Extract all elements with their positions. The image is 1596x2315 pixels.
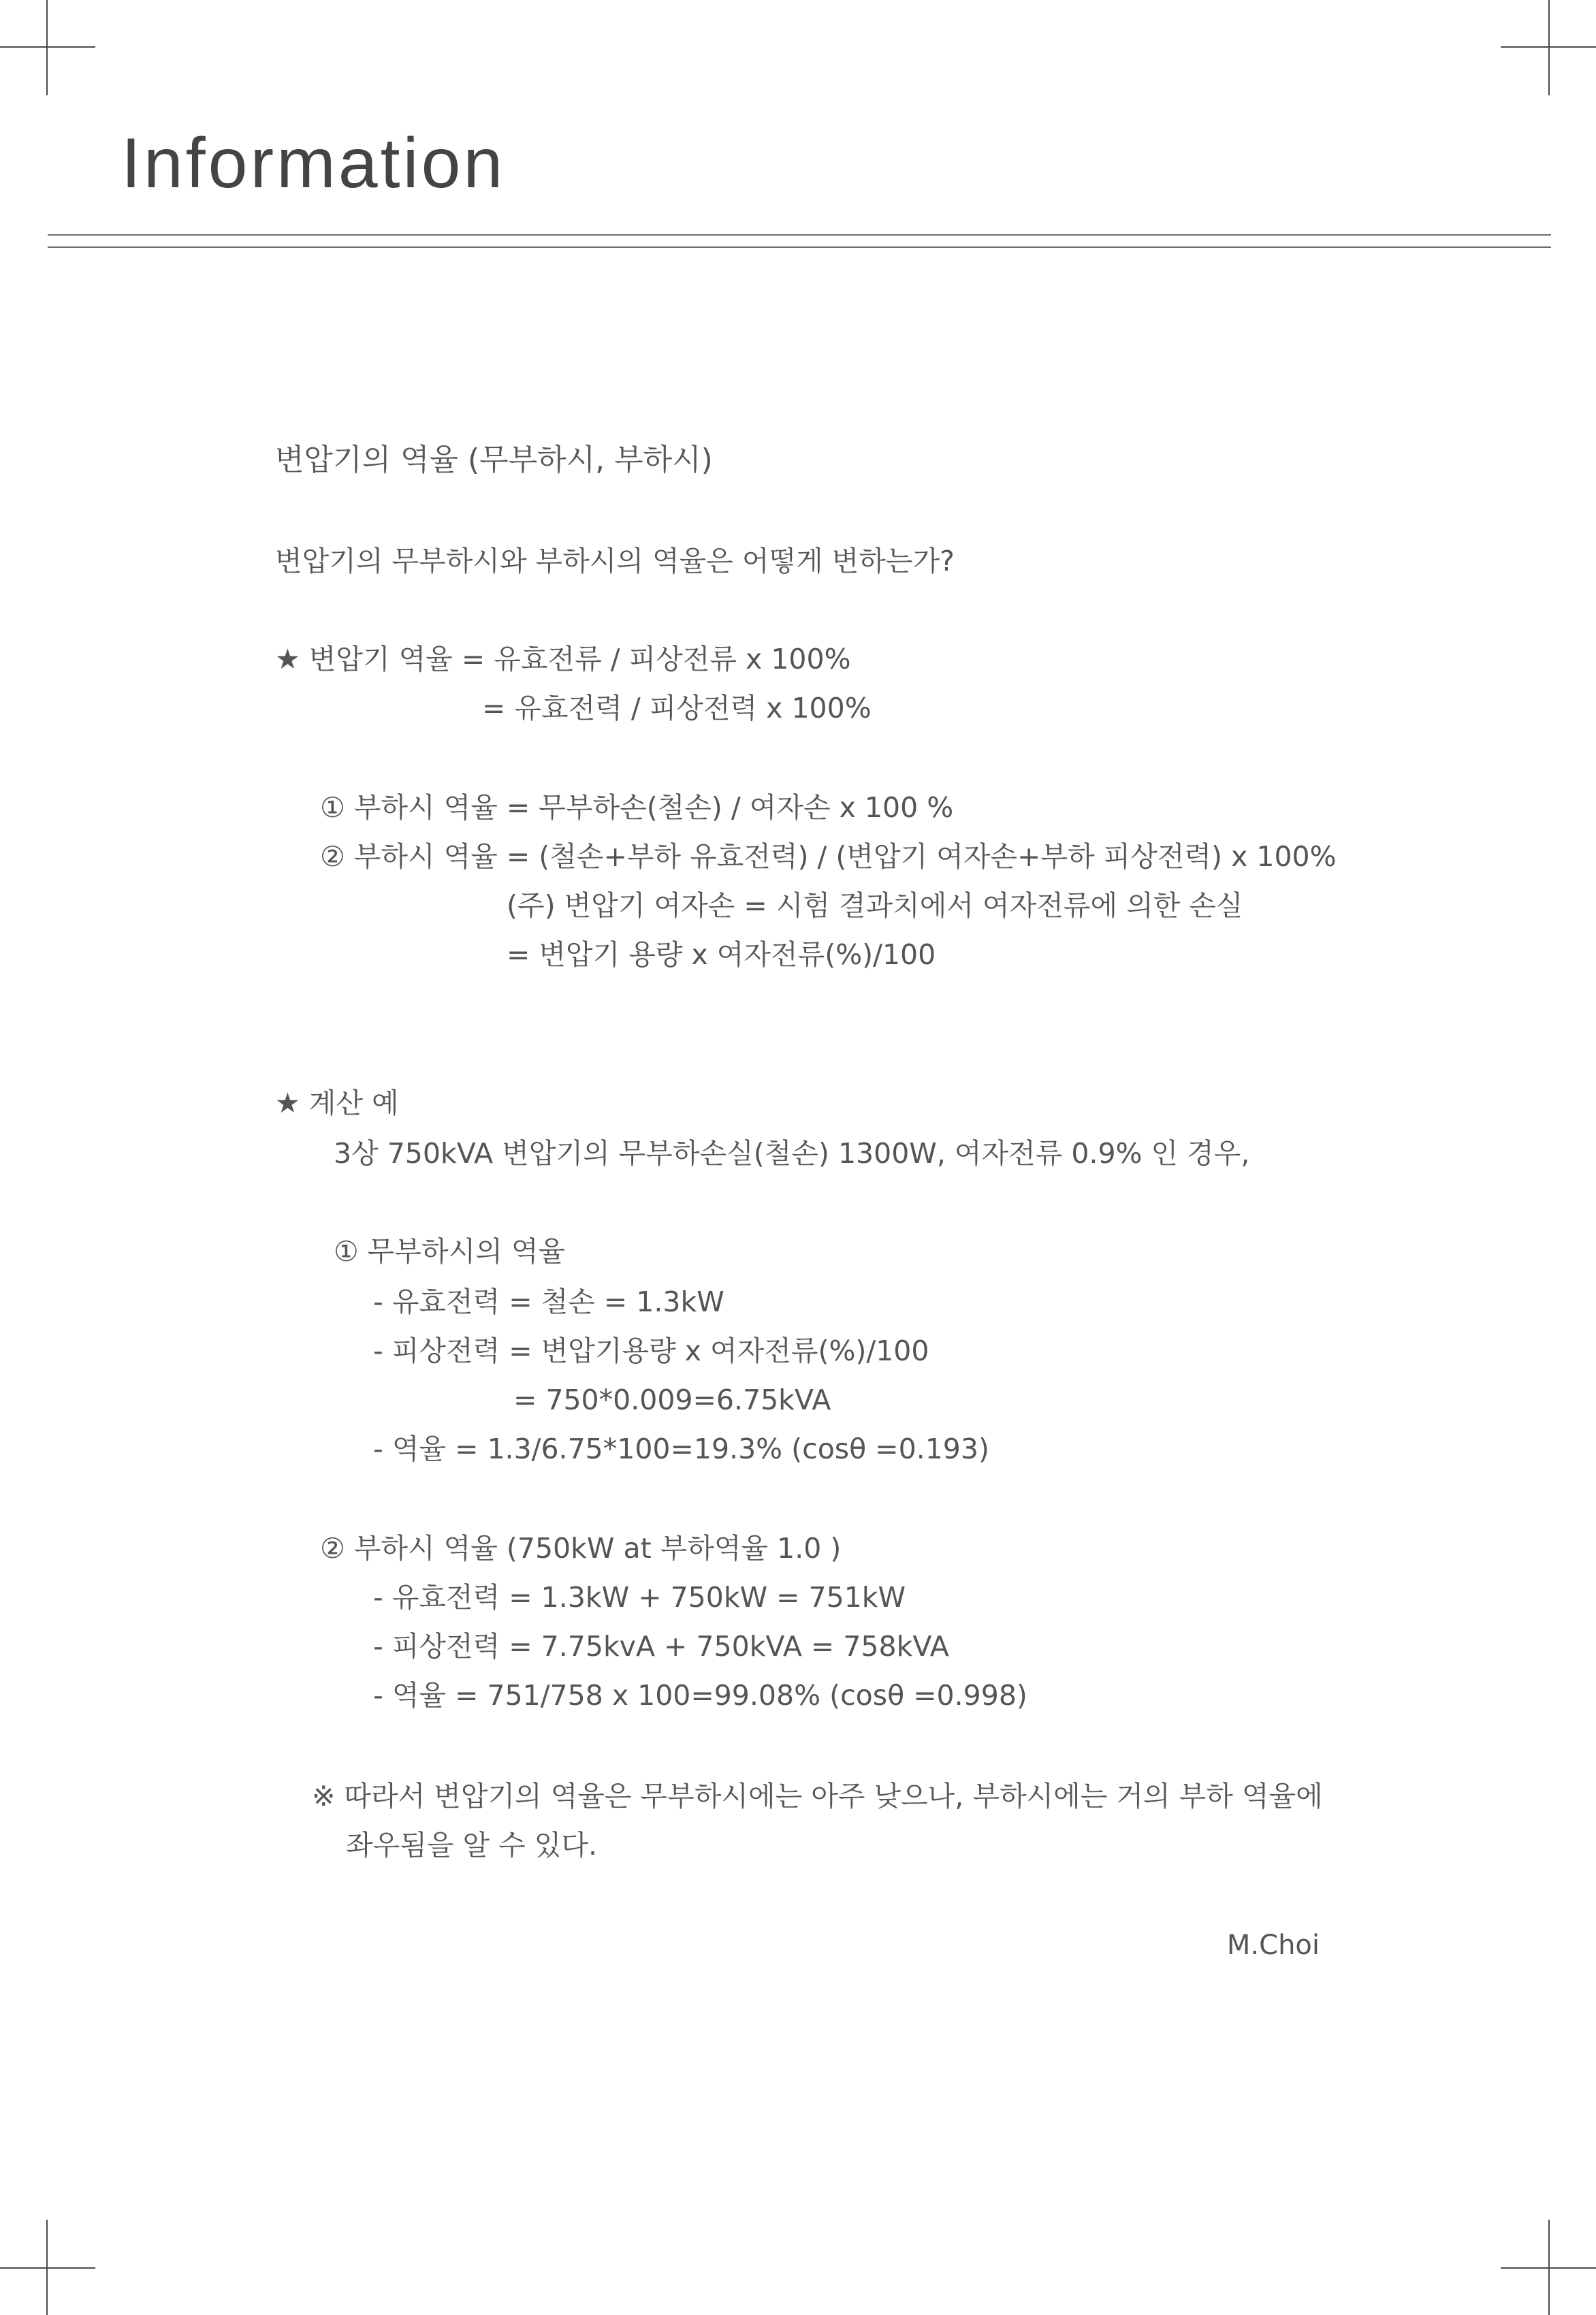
header-divider-top [48, 234, 1551, 236]
crop-mark-top-right-vertical [1548, 0, 1550, 95]
load-line-2: - 피상전력 = 7.75kvA + 750kVA = 758kVA [373, 1630, 949, 1663]
noload-line-3: = 750*0.009=6.75kVA [513, 1384, 831, 1416]
page-header-title: Information [121, 124, 506, 203]
crop-mark-top-left-vertical [46, 0, 48, 95]
formula-line-1: ★ 변압기 역율 = 유효전류 / 피상전류 x 100% [275, 643, 851, 675]
conclusion-line-1: ※ 따라서 변압기의 역율은 무부하시에는 아주 낮으나, 부하시에는 거의 부하 역율에 [312, 1780, 1323, 1813]
load-heading: ② 부하시 역율 (750kW at 부하역율 1.0 ) [320, 1532, 842, 1565]
noload-line-4: - 역율 = 1.3/6.75*100=19.3% (cosθ =0.193) [373, 1433, 989, 1465]
load-line-3: - 역율 = 751/758 x 100=99.08% (cosθ =0.998) [373, 1679, 1027, 1712]
example-heading: ★ 계산 예 [275, 1087, 399, 1119]
crop-mark-bottom-right-vertical [1548, 2220, 1550, 2315]
case-2-formula: ② 부하시 역율 = (철손+부하 유효전력) / (변압기 여자손+부하 피상전력) x 100% [320, 840, 1337, 873]
conclusion-line-2: 좌우됨을 알 수 있다. [346, 1829, 597, 1862]
article-question: 변압기의 무부하시와 부하시의 역율은 어떻게 변하는가? [275, 545, 955, 577]
crop-mark-bottom-left-horizontal [0, 2267, 95, 2269]
noload-line-1: - 유효전력 = 철손 = 1.3kW [373, 1286, 724, 1318]
header-divider-bottom [48, 246, 1551, 248]
author-signature: M.Choi [1226, 1930, 1320, 1961]
example-intro: 3상 750kVA 변압기의 무부하손실(철손) 1300W, 여자전류 0.9% 인 경우, [334, 1137, 1250, 1170]
crop-mark-bottom-left-vertical [46, 2220, 48, 2315]
noload-heading: ① 무부하시의 역율 [334, 1235, 566, 1268]
case-1-formula: ① 부하시 역율 = 무부하손(철손) / 여자손 x 100 % [320, 791, 954, 824]
article-title: 변압기의 역율 (무부하시, 부하시) [275, 443, 713, 477]
crop-mark-top-left-horizontal [0, 46, 95, 48]
load-line-1: - 유효전력 = 1.3kW + 750kW = 751kW [373, 1581, 906, 1614]
noload-line-2: - 피상전력 = 변압기용량 x 여자전류(%)/100 [373, 1335, 929, 1367]
case-2-note-1: (주) 변압기 여자손 = 시험 결과치에서 여자전류에 의한 손실 [507, 889, 1243, 922]
case-2-note-2: = 변압기 용량 x 여자전류(%)/100 [507, 938, 936, 971]
formula-line-2: = 유효전력 / 피상전력 x 100% [482, 692, 872, 724]
